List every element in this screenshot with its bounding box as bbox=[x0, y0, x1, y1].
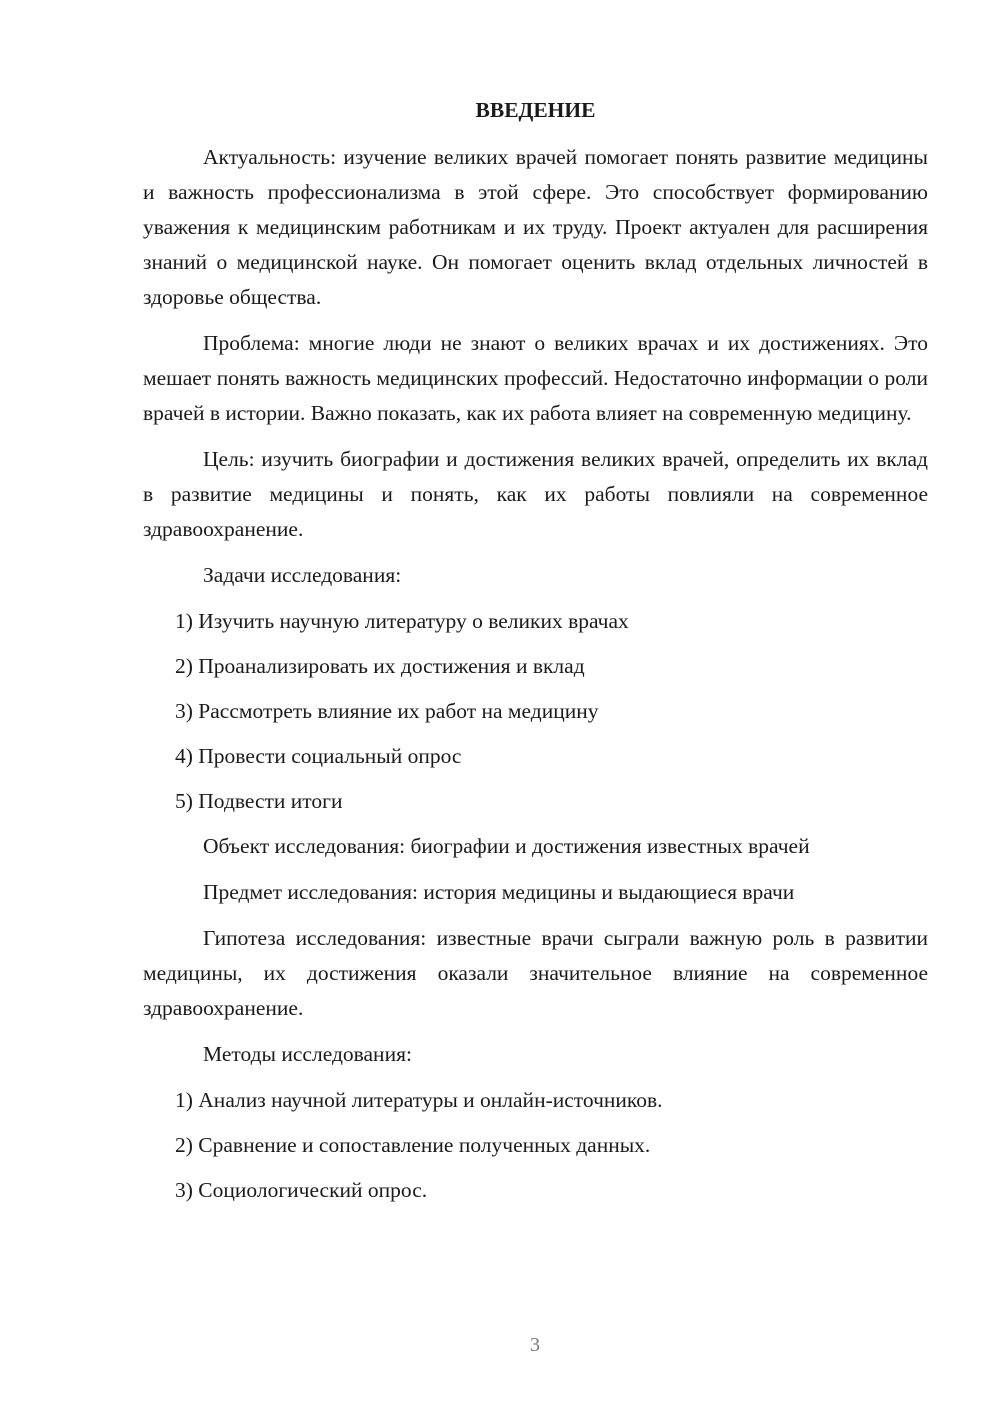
goal-paragraph: Цель: изучить биографии и достижения великих врачей, определить их вклад в развитие медицины и понять, как их работы повлияли на современное здравоохранение. bbox=[143, 447, 928, 541]
section-title: ВВЕДЕНИЕ bbox=[475, 98, 596, 122]
task-item: 4) Провести социальный опрос bbox=[175, 744, 462, 768]
subject-paragraph: Предмет исследования: история медицины и выдающиеся врачи bbox=[203, 880, 795, 904]
methods-heading: Методы исследования: bbox=[203, 1042, 412, 1066]
task-item: 5) Подвести итоги bbox=[175, 789, 343, 813]
tasks-heading: Задачи исследования: bbox=[203, 563, 402, 587]
method-item: 1) Анализ научной литературы и онлайн-источников. bbox=[175, 1088, 663, 1112]
task-item: 3) Рассмотреть влияние их работ на медицину bbox=[175, 699, 599, 723]
method-item: 2) Сравнение и сопоставление полученных данных. bbox=[175, 1133, 651, 1157]
page-number: 3 bbox=[530, 1334, 540, 1356]
method-item: 3) Социологический опрос. bbox=[175, 1178, 428, 1202]
task-item: 2) Проанализировать их достижения и вклад bbox=[175, 654, 585, 678]
page-content bbox=[143, 94, 928, 1218]
object-paragraph: Объект исследования: биографии и достижения известных врачей bbox=[203, 834, 810, 858]
problem-paragraph: Проблема: многие люди не знают о великих врачах и их достижениях. Это мешает понять важность медицинских профессий. Недостаточно информации о роли врачей в истории. Важно показать, как их работа влияет на современную медицину. bbox=[143, 331, 928, 425]
relevance-paragraph: Актуальность: изучение великих врачей помогает понять развитие медицины и важность профессионализма в этой сфере. Это способствует формированию уважения к медицинским работникам и их труду. Проект актуален для расширения знаний о медицинской науке. Он помогает оценить вклад отдельных личностей в здоровье общества. bbox=[143, 145, 928, 309]
hypothesis-paragraph: Гипотеза исследования: известные врачи сыграли важную роль в развитии медицины, их достижения оказали значительное влияние на современное здравоохранение. bbox=[143, 926, 928, 1020]
task-item: 1) Изучить научную литературу о великих врачах bbox=[175, 609, 629, 633]
